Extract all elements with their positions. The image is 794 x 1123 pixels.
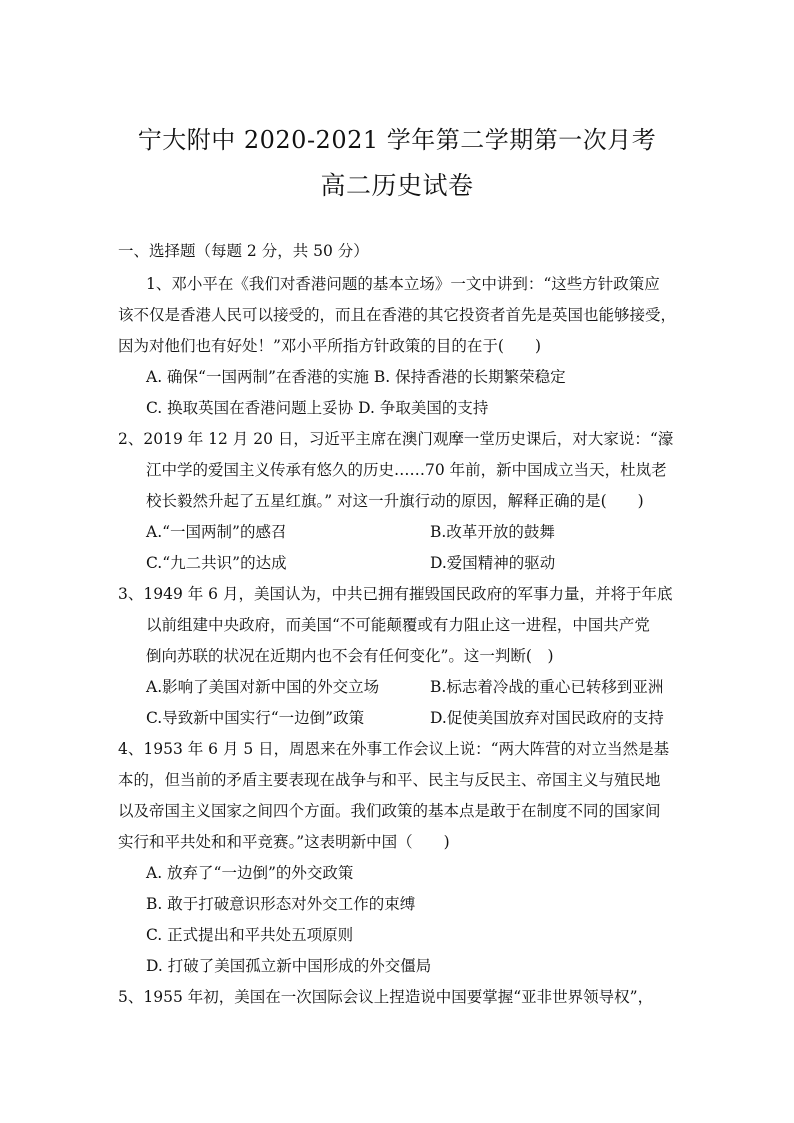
q4-option-b: B. 敢于打破意识形态对外交工作的束缚 — [146, 895, 416, 913]
q3-line-3: 倒向苏联的状况在近期内也不会有任何变化”。这一判断( ) — [146, 647, 554, 665]
q4-line-1: 4、1953 年 6 月 5 日，周恩来在外事工作会议上说：“两大阵营的对立当然是基 — [118, 740, 670, 758]
q3-option-c: C.导致新中国实行“一边倒”政策 — [146, 709, 365, 727]
q3-option-a: A.影响了美国对新中国的外交立场 — [146, 678, 380, 696]
q2-line-1: 2、2019 年 12 月 20 日，习近平主席在澳门观摩一堂历史课后，对大家说：“濠 — [118, 430, 674, 448]
q1-line-2: 该不仅是香港人民可以接受的，而且在香港的其它投资者首先是英国也能够接受， — [118, 306, 677, 324]
q3-line-2: 以前组建中央政府，而美国“不可能颠覆或有力阻止这一进程，中国共产党 — [146, 616, 650, 634]
q1-line-3: 因为对他们也有好处！”邓小平所指方针政策的目的在于( ) — [118, 337, 542, 355]
q2-option-c: C.“九二共识”的达成 — [146, 554, 287, 572]
q5-line-1: 5、1955 年初，美国在一次国际会议上捏造说中国要掌握“亚非世界领导权”， — [118, 988, 654, 1006]
section-heading: 一、选择题（每题 2 分，共 50 分） — [118, 242, 369, 260]
q2-option-a: A.“一国两制”的感召 — [146, 523, 287, 541]
q4-line-2: 本的，但当前的矛盾主要表现在战争与和平、民主与反民主、帝国主义与殖民地 — [118, 771, 661, 789]
q1-option-ab: A. 确保“一国两制”在香港的实施 B. 保持香港的长期繁荣稳定 — [146, 368, 566, 386]
q4-line-4: 实行和平共处和和平竞赛。”这表明新中国（ ) — [118, 833, 450, 851]
q4-option-c: C. 正式提出和平共处五项原则 — [146, 926, 354, 944]
q3-option-b: B.标志着冷战的重心已转移到亚洲 — [430, 678, 664, 696]
q4-option-a: A. 放弃了“一边倒”的外交政策 — [146, 864, 354, 882]
q2-option-b: B.改革开放的鼓舞 — [430, 523, 555, 541]
q2-option-d: D.爱国精神的驱动 — [430, 554, 556, 572]
q2-line-2: 江中学的爱国主义传承有悠久的历史……70 年前，新中国成立当天，杜岚老 — [146, 461, 667, 479]
q3-line-1: 3、1949 年 6 月，美国认为，中共已拥有摧毁国民政府的军事力量，并将于年底 — [118, 585, 673, 603]
q1-line-1: 1、邓小平在《我们对香港问题的基本立场》一文中讲到：“这些方针政策应 — [146, 275, 660, 293]
q1-option-cd: C. 换取英国在香港问题上妥协 D. 争取美国的支持 — [146, 399, 489, 417]
exam-subtitle: 高二历史试卷 — [320, 171, 474, 200]
q4-line-3: 以及帝国主义国家之间四个方面。我们政策的基本点是敢于在制度不同的国家间 — [118, 802, 661, 820]
q4-option-d: D. 打破了美国孤立新中国形成的外交僵局 — [146, 957, 432, 975]
q2-line-3: 校长毅然升起了五星红旗。” 对这一升旗行动的原因，解释正确的是( ) — [146, 492, 644, 510]
q3-option-d: D.促使美国放弃对国民政府的支持 — [430, 709, 664, 727]
exam-title: 宁大附中 2020-2021 学年第二学期第一次月考 — [137, 126, 657, 154]
